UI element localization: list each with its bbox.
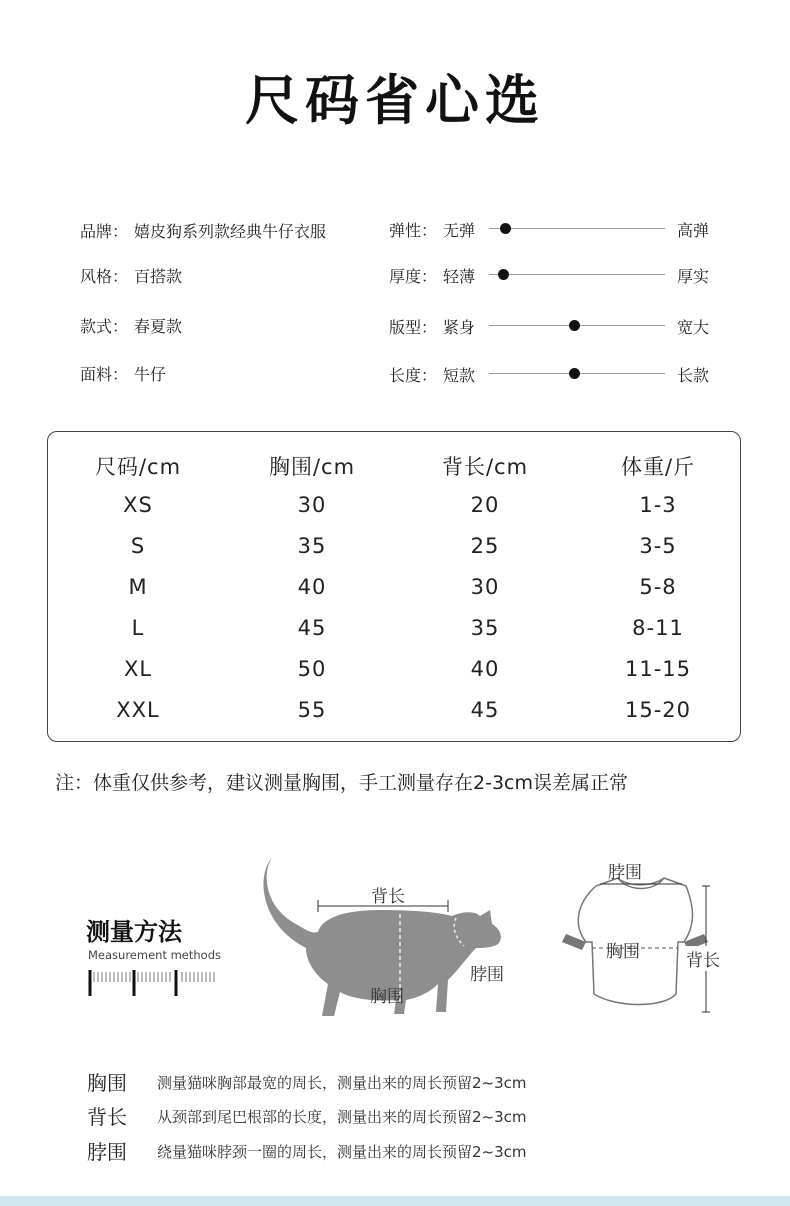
brand-row (80, 219, 326, 242)
slider-right-label: 长款 (677, 366, 710, 385)
slider-left-label: 轻薄 (443, 267, 476, 286)
season-label: 款式： (80, 317, 129, 336)
slider-dot (500, 223, 511, 234)
ruler-icon (88, 968, 218, 1000)
slider-left-label: 紧身 (443, 318, 476, 337)
style-row (80, 264, 182, 287)
definition-text: 绕量猫咪脖颈一圈的周长，测量出来的周长预留2~3cm (157, 1143, 527, 1161)
slider-right-label: 高弹 (677, 221, 710, 240)
slider-label: 弹性： (389, 221, 438, 240)
table-cell: 40 (297, 575, 327, 599)
brand-label: 品牌： (80, 222, 129, 241)
table-cell: M (128, 575, 148, 599)
table-cell: 20 (470, 493, 500, 517)
slider-left-label: 无弹 (443, 221, 476, 240)
cat-back-label: 背长 (371, 887, 405, 907)
table-cell: 35 (470, 616, 500, 640)
slider-label: 版型： (389, 318, 438, 337)
cat-chest-label: 胸围 (370, 987, 404, 1007)
definition-term: 胸围 (87, 1071, 127, 1095)
slider-dot (569, 368, 580, 379)
slider-label: 厚度： (389, 267, 438, 286)
table-cell: 25 (470, 534, 500, 558)
slider-left-label: 短款 (443, 366, 476, 385)
season-value: 春夏款 (134, 317, 183, 336)
slider-track (489, 274, 665, 275)
page-title: 尺码省心选 (245, 69, 545, 132)
method-title: 测量方法 (86, 918, 182, 946)
slider-track (489, 228, 665, 229)
slider-right-label: 宽大 (677, 318, 710, 337)
table-cell: 40 (470, 657, 500, 681)
slider-elasticity (389, 218, 719, 242)
table-cell: S (130, 534, 146, 558)
table-cell: 55 (297, 698, 327, 722)
definition-text: 从颈部到尾巴根部的长度，测量出来的周长预留2~3cm (157, 1108, 527, 1126)
table-header: 胸围/cm (268, 455, 356, 479)
table-cell: 5-8 (639, 575, 677, 599)
table-cell: 30 (297, 493, 327, 517)
table-cell: XXL (116, 698, 160, 722)
slider-thickness (389, 264, 719, 288)
table-cell: 35 (297, 534, 327, 558)
slider-fit (389, 315, 719, 339)
season-row (80, 314, 182, 337)
table-cell: 30 (470, 575, 500, 599)
table-header: 尺码/cm (94, 455, 182, 479)
shirt-back-label: 背长 (686, 946, 720, 971)
table-cell: XS (123, 493, 153, 517)
table-cell: L (131, 616, 145, 640)
brand-value: 嬉皮狗系列款经典牛仔衣服 (134, 222, 327, 241)
table-header: 体重/斤 (620, 455, 696, 479)
size-table (47, 431, 741, 742)
shirt-neck-label: 脖围 (608, 863, 642, 883)
definition-term: 脖围 (87, 1140, 127, 1164)
table-cell: 15-20 (624, 698, 692, 722)
table-cell: 8-11 (632, 616, 684, 640)
slider-dot (569, 320, 580, 331)
fabric-row (80, 362, 166, 385)
table-header: 背长/cm (441, 455, 529, 479)
bottom-accent-bar (0, 1196, 790, 1206)
slider-dot (498, 269, 509, 280)
definition-text: 测量猫咪胸部最宽的周长，测量出来的周长预留2~3cm (157, 1074, 527, 1092)
fabric-label: 面料： (80, 365, 129, 384)
method-subtitle: Measurement methods (88, 948, 222, 962)
table-cell: 45 (470, 698, 500, 722)
table-cell: 50 (297, 657, 327, 681)
style-value: 百搭款 (134, 267, 183, 286)
style-label: 风格： (80, 267, 129, 286)
slider-right-label: 厚实 (677, 267, 710, 286)
fabric-value: 牛仔 (134, 365, 167, 384)
table-cell: XL (123, 657, 153, 681)
table-cell: 3-5 (639, 534, 677, 558)
slider-length (389, 363, 719, 387)
cat-neck-label: 脖围 (470, 965, 504, 985)
table-cell: 45 (297, 616, 327, 640)
shirt-chest-label: 胸围 (606, 942, 640, 962)
note-text: 注：体重仅供参考，建议测量胸围，手工测量存在2-3cm误差属正常 (55, 772, 628, 794)
slider-label: 长度： (389, 366, 438, 385)
table-cell: 1-3 (639, 493, 677, 517)
definition-term: 背长 (87, 1105, 127, 1129)
table-cell: 11-15 (624, 657, 692, 681)
